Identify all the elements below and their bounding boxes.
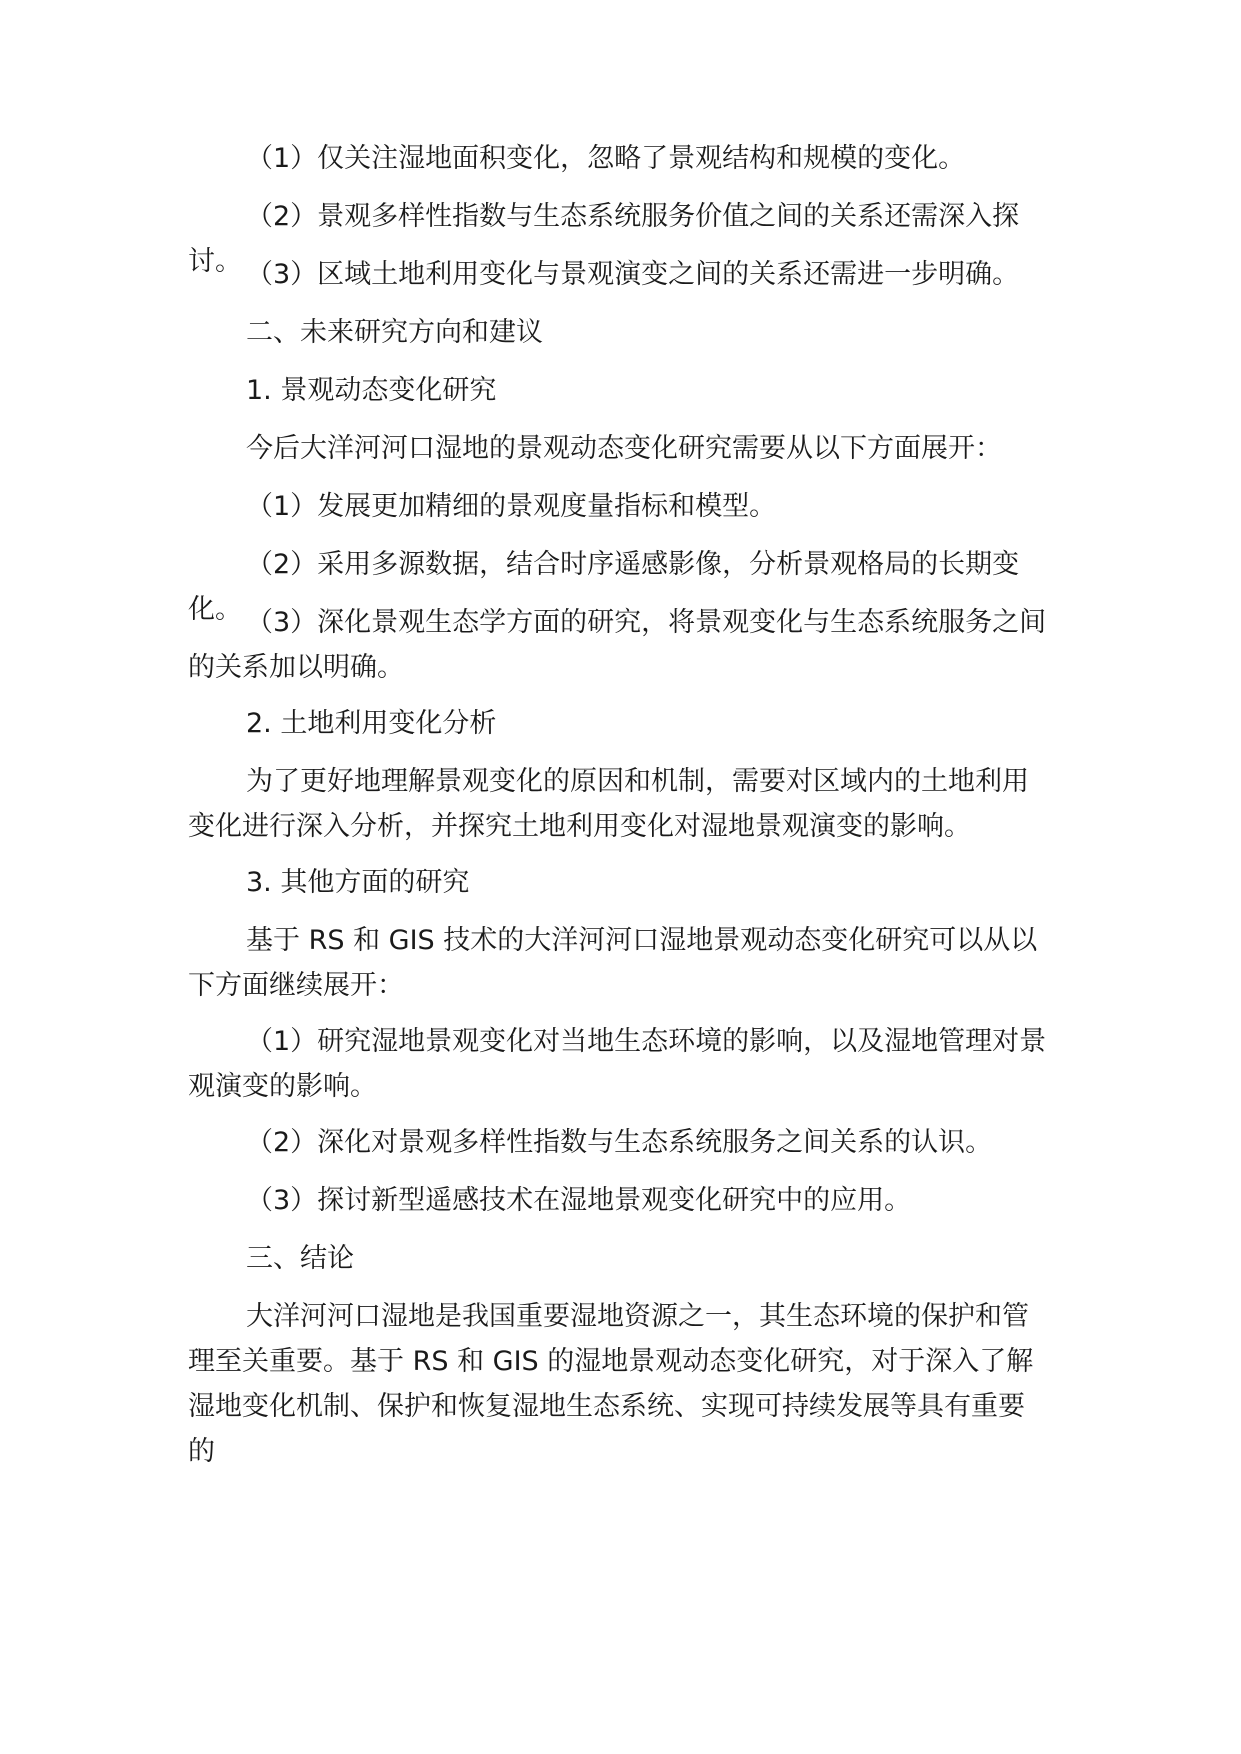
subsection-heading-land-use: 2. 土地利用变化分析 (246, 708, 497, 739)
section-heading-conclusion: 三、结论 (246, 1243, 354, 1274)
list-item-limitation-1: （1）仅关注湿地面积变化，忽略了景观结构和规模的变化。 (246, 143, 966, 174)
list-item-dynamics-3: （3）深化景观生态学方面的研究，将景观变化与生态系统服务之间的关系加以明确。 (188, 607, 1047, 683)
list-item-limitation-2: （2）景观多样性指数与生态系统服务价值之间的关系还需深入探讨。 (188, 201, 1020, 277)
list-item-other-1: （1）研究湿地景观变化对当地生态环境的影响，以及湿地管理对景观演变的影响。 (188, 1026, 1047, 1102)
subsection-heading-landscape-dynamics: 1. 景观动态变化研究 (246, 375, 497, 406)
paragraph-conclusion: 大洋河河口湿地是我国重要湿地资源之一，其生态环境的保护和管理至关重要。基于 RS 和 GIS 的湿地景观动态变化研究，对于深入了解湿地变化机制、保护和恢复湿地生态系统、实现可持续发展等具有重要的 (188, 1301, 1034, 1467)
subsection-heading-other-research: 3. 其他方面的研究 (246, 867, 470, 898)
list-item-other-3: （3）探讨新型遥感技术在湿地景观变化研究中的应用。 (246, 1185, 912, 1216)
paragraph-landscape-dynamics-intro: 今后大洋河河口湿地的景观动态变化研究需要从以下方面展开： (246, 433, 1002, 464)
list-item-dynamics-2: （2）采用多源数据，结合时序遥感影像，分析景观格局的长期变化。 (188, 549, 1020, 625)
list-item-other-2: （2）深化对景观多样性指数与生态系统服务之间关系的认识。 (246, 1127, 993, 1158)
paragraph-other-research-intro: 基于 RS 和 GIS 技术的大洋河河口湿地景观动态变化研究可以从以下方面继续展开： (188, 925, 1038, 1001)
list-item-limitation-3: （3）区域土地利用变化与景观演变之间的关系还需进一步明确。 (246, 259, 1020, 290)
paragraph-land-use-analysis: 为了更好地理解景观变化的原因和机制，需要对区域内的土地利用变化进行深入分析，并探究土地利用变化对湿地景观演变的影响。 (188, 766, 1029, 842)
section-heading-future-directions: 二、未来研究方向和建议 (246, 317, 543, 348)
list-item-dynamics-1: （1）发展更加精细的景观度量指标和模型。 (246, 491, 777, 522)
